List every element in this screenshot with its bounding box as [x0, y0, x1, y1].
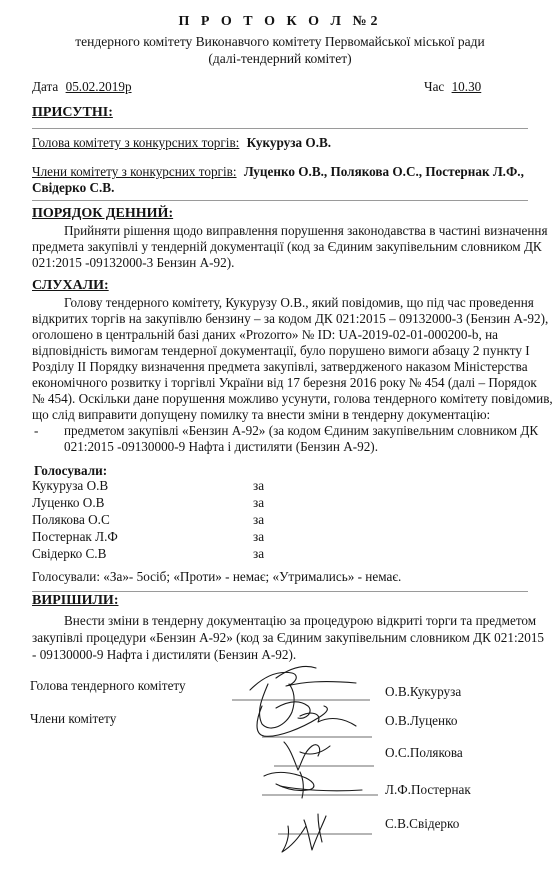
present-heading: ПРИСУТНІ: — [32, 105, 113, 120]
heard-line: № 454). Оскільки дане порушення можливо усунути, голова тендерного комітету повідомив, — [32, 391, 553, 406]
vote-value: за — [253, 546, 265, 561]
signature-name: Л.Ф.Постернак — [385, 782, 471, 797]
date-label: Дата — [32, 79, 59, 94]
vote-value: за — [253, 512, 265, 527]
decided-heading: ВИРІШИЛИ: — [32, 593, 119, 608]
vote-name: Постернак Л.Ф — [32, 529, 118, 544]
signature-name: О.С.Полякова — [385, 745, 463, 760]
signature-name: С.В.Свідерко — [385, 816, 460, 831]
bullet-dash: - — [34, 423, 39, 438]
chair-label: Голова комітету з конкурсних торгів: — [32, 135, 240, 150]
voting-heading: Голосували: — [34, 463, 108, 478]
members-label: Члени комітету з конкурсних торгів: — [32, 164, 237, 179]
agenda-line: Прийняти рішення щодо виправлення порушення законодавства в частині визначення — [64, 223, 548, 238]
time-value: 10.30 — [451, 79, 482, 94]
heard-line: відкритих торгів на закупівлю бензину – за кодом ДК 021:2015 – 09132000-3 (Бензин А-92), — [32, 311, 549, 326]
heard-line: відповідність вимогам тендерної документації, було порушено вимоги абзацу 2 пункту I — [32, 343, 530, 358]
decided-line: закупівлі процедури «Бензин А-92» (код за Єдиним закупівельним словником ДК 021:2015 — [32, 630, 545, 645]
vote-name: Полякова О.С — [32, 512, 110, 527]
heard-line: що слід виправити допущену помилку та внести зміни в тендерну документацію: — [32, 407, 491, 422]
document-subtitle: тендерного комітету Виконавчого комітету Первомайської міської ради — [75, 34, 485, 49]
members-signature-label: Члени комітету — [30, 711, 117, 726]
heard-line: економічного розвитку і торгівлі України від 17 березня 2016 року № 454 (далі – Порядок — [32, 375, 537, 390]
vote-name: Свідерко С.В — [32, 546, 107, 561]
signature-name: О.В.Луценко — [385, 713, 458, 728]
agenda-heading: ПОРЯДОК ДЕННИЙ: — [32, 206, 174, 221]
decided-line: - 09130000-9 Нафта і дистиляти (Бензин А-92). — [32, 647, 297, 662]
date-value: 05.02.2019р — [65, 79, 132, 94]
vote-name: Луценко О.В — [32, 495, 105, 510]
members-names-cont: Свідерко С.В. — [32, 180, 115, 195]
vote-value: за — [253, 478, 265, 493]
bullet-line: 021:2015 -09130000-9 Нафта і дистиляти (Бензин А-92). — [64, 439, 378, 454]
vote-name: Кукуруза О.В — [32, 478, 109, 493]
heard-line: Голову тендерного комітету, Кукурузу О.В., який повідомив, що під час проведення — [64, 295, 534, 310]
bullet-line: предметом закупівлі «Бензин А-92» (за кодом Єдиним закупівельним словником ДК — [64, 423, 539, 438]
signature-name: О.В.Кукуруза — [385, 684, 462, 699]
document-title: П Р О Т О К О Л №2 — [178, 14, 382, 29]
vote-value: за — [253, 529, 265, 544]
heard-heading: СЛУХАЛИ: — [32, 278, 109, 293]
time-label: Час — [424, 79, 445, 94]
decided-line: Внести зміни в тендерну документацію за процедурою відкриті торги та предметом — [64, 613, 537, 628]
heard-line: Розділу II Порядку визначення предмета закупівлі, затвердженого наказом Міністерства — [32, 359, 528, 374]
document-subtitle-note: (далі-тендерний комітет) — [208, 51, 352, 66]
agenda-line: 021:2015 -09132000-3 Бензин А-92). — [32, 255, 235, 270]
agenda-line: предмета закупівлі у тендерній документації (код за Єдиним закупівельним словником ДК — [32, 239, 542, 254]
voting-summary: Голосували: «За»- 5осіб; «Проти» - немає; «Утримались» - немає. — [32, 569, 402, 584]
chair-name: Кукуруза О.В. — [246, 135, 332, 150]
heard-line: оголошено в центральній базі даних «Prozorro» № ID: UA-2019-02-01-000200-b, на — [32, 327, 498, 342]
vote-value: за — [253, 495, 265, 510]
members-names: Луценко О.В., Полякова О.С., Постернак Л.Ф., — [243, 164, 524, 179]
chair-signature-label: Голова тендерного комітету — [30, 678, 186, 693]
